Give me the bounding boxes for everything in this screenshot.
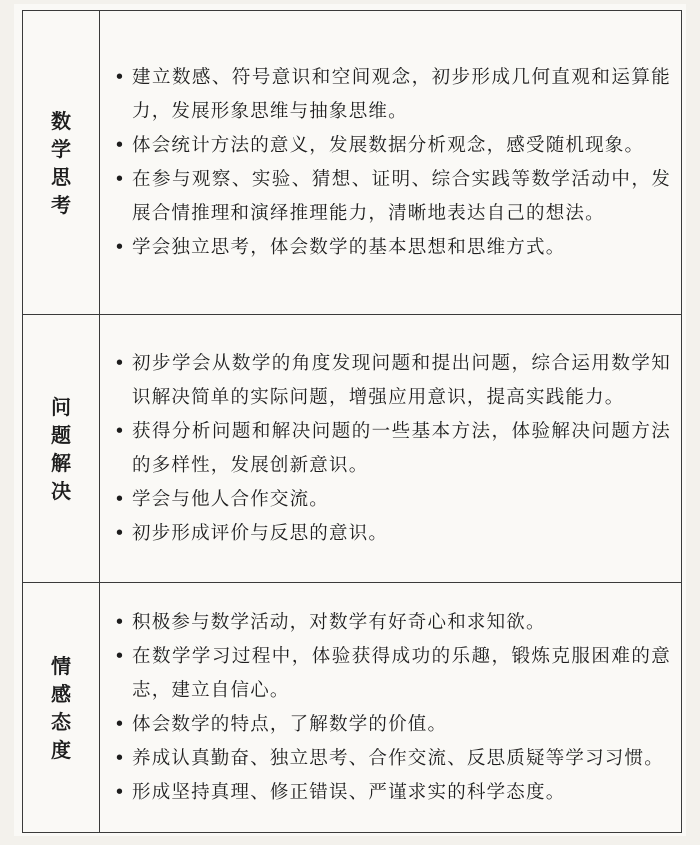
category-math-thinking (23, 11, 100, 315)
item-text: 积极参与数学活动，对数学有好奇心和求知欲。 (132, 611, 546, 633)
category-char: 数 (51, 108, 71, 133)
bullet-icon: • (113, 645, 127, 667)
bullet-icon: • (113, 747, 127, 769)
bullet-icon: • (113, 611, 127, 633)
curriculum-goals-table (22, 10, 682, 833)
list-item (112, 776, 671, 810)
item-text: 学会独立思考，体会数学的基本思想和思维方式。 (132, 236, 566, 258)
item-text: 建立数感、符号意识和空间观念，初步形成几何直观和运算能力，发展形象思维与抽象思维。 (132, 66, 671, 122)
item-text: 在参与观察、实验、猜想、证明、综合实践等数学活动中，发展合情推理和演绎推理能力，清晰地表达自己的想法。 (132, 168, 671, 224)
row-problem-solving (23, 315, 682, 583)
list-item (112, 708, 671, 742)
item-text: 获得分析问题和解决问题的一些基本方法，体验解决问题方法的多样性，发展创新意识。 (132, 420, 671, 476)
bullet-icon: • (113, 781, 127, 803)
list-item (112, 129, 671, 163)
category-char: 思 (51, 164, 71, 189)
category-char: 考 (51, 192, 71, 217)
category-char: 感 (51, 681, 71, 706)
item-text: 体会统计方法的意义，发展数据分析观念，感受随机现象。 (132, 134, 645, 156)
item-text: 养成认真勤奋、独立思考、合作交流、反思质疑等学习习惯。 (132, 747, 664, 769)
bullet-list (112, 606, 671, 810)
bullet-icon: • (113, 420, 127, 442)
category-char: 情 (51, 653, 71, 678)
row-math-thinking (23, 11, 682, 315)
list-item (112, 61, 671, 129)
category-char: 题 (51, 422, 71, 447)
category-char: 问 (51, 394, 71, 419)
bullet-list (112, 61, 671, 265)
category-problem-solving (23, 315, 100, 583)
list-item (112, 606, 671, 640)
bullet-icon: • (113, 134, 127, 156)
category-char: 解 (51, 450, 71, 475)
list-item (112, 347, 671, 415)
item-text: 初步形成评价与反思的意识。 (132, 522, 389, 544)
bullet-list (112, 347, 671, 551)
item-text: 学会与他人合作交流。 (132, 488, 330, 510)
list-item (112, 640, 671, 708)
list-item (112, 517, 671, 551)
bullet-icon: • (113, 488, 127, 510)
bullet-icon: • (113, 66, 127, 88)
bullet-icon: • (113, 168, 127, 190)
category-char: 决 (51, 478, 71, 503)
list-item (112, 163, 671, 231)
category-char: 学 (51, 136, 71, 161)
item-text: 体会数学的特点，了解数学的价值。 (132, 713, 448, 735)
category-char: 度 (51, 737, 71, 762)
item-text: 初步学会从数学的角度发现问题和提出问题，综合运用数学知识解决简单的实际问题，增强应用意识，提高实践能力。 (132, 352, 671, 408)
bullet-icon: • (113, 713, 127, 735)
items-problem-solving (100, 315, 682, 583)
items-math-thinking (100, 11, 682, 315)
category-emotion-attitude (23, 583, 100, 833)
list-item (112, 231, 671, 265)
list-item (112, 742, 671, 776)
list-item (112, 483, 671, 517)
list-item (112, 415, 671, 483)
bullet-icon: • (113, 522, 127, 544)
row-emotion-attitude (23, 583, 682, 833)
bullet-icon: • (113, 236, 127, 258)
items-emotion-attitude (100, 583, 682, 833)
bullet-icon: • (113, 352, 127, 374)
category-char: 态 (51, 709, 71, 734)
page-scan (14, 4, 686, 836)
item-text: 形成坚持真理、修正错误、严谨求实的科学态度。 (132, 781, 566, 803)
item-text: 在数学学习过程中，体验获得成功的乐趣，锻炼克服困难的意志，建立自信心。 (132, 645, 671, 701)
